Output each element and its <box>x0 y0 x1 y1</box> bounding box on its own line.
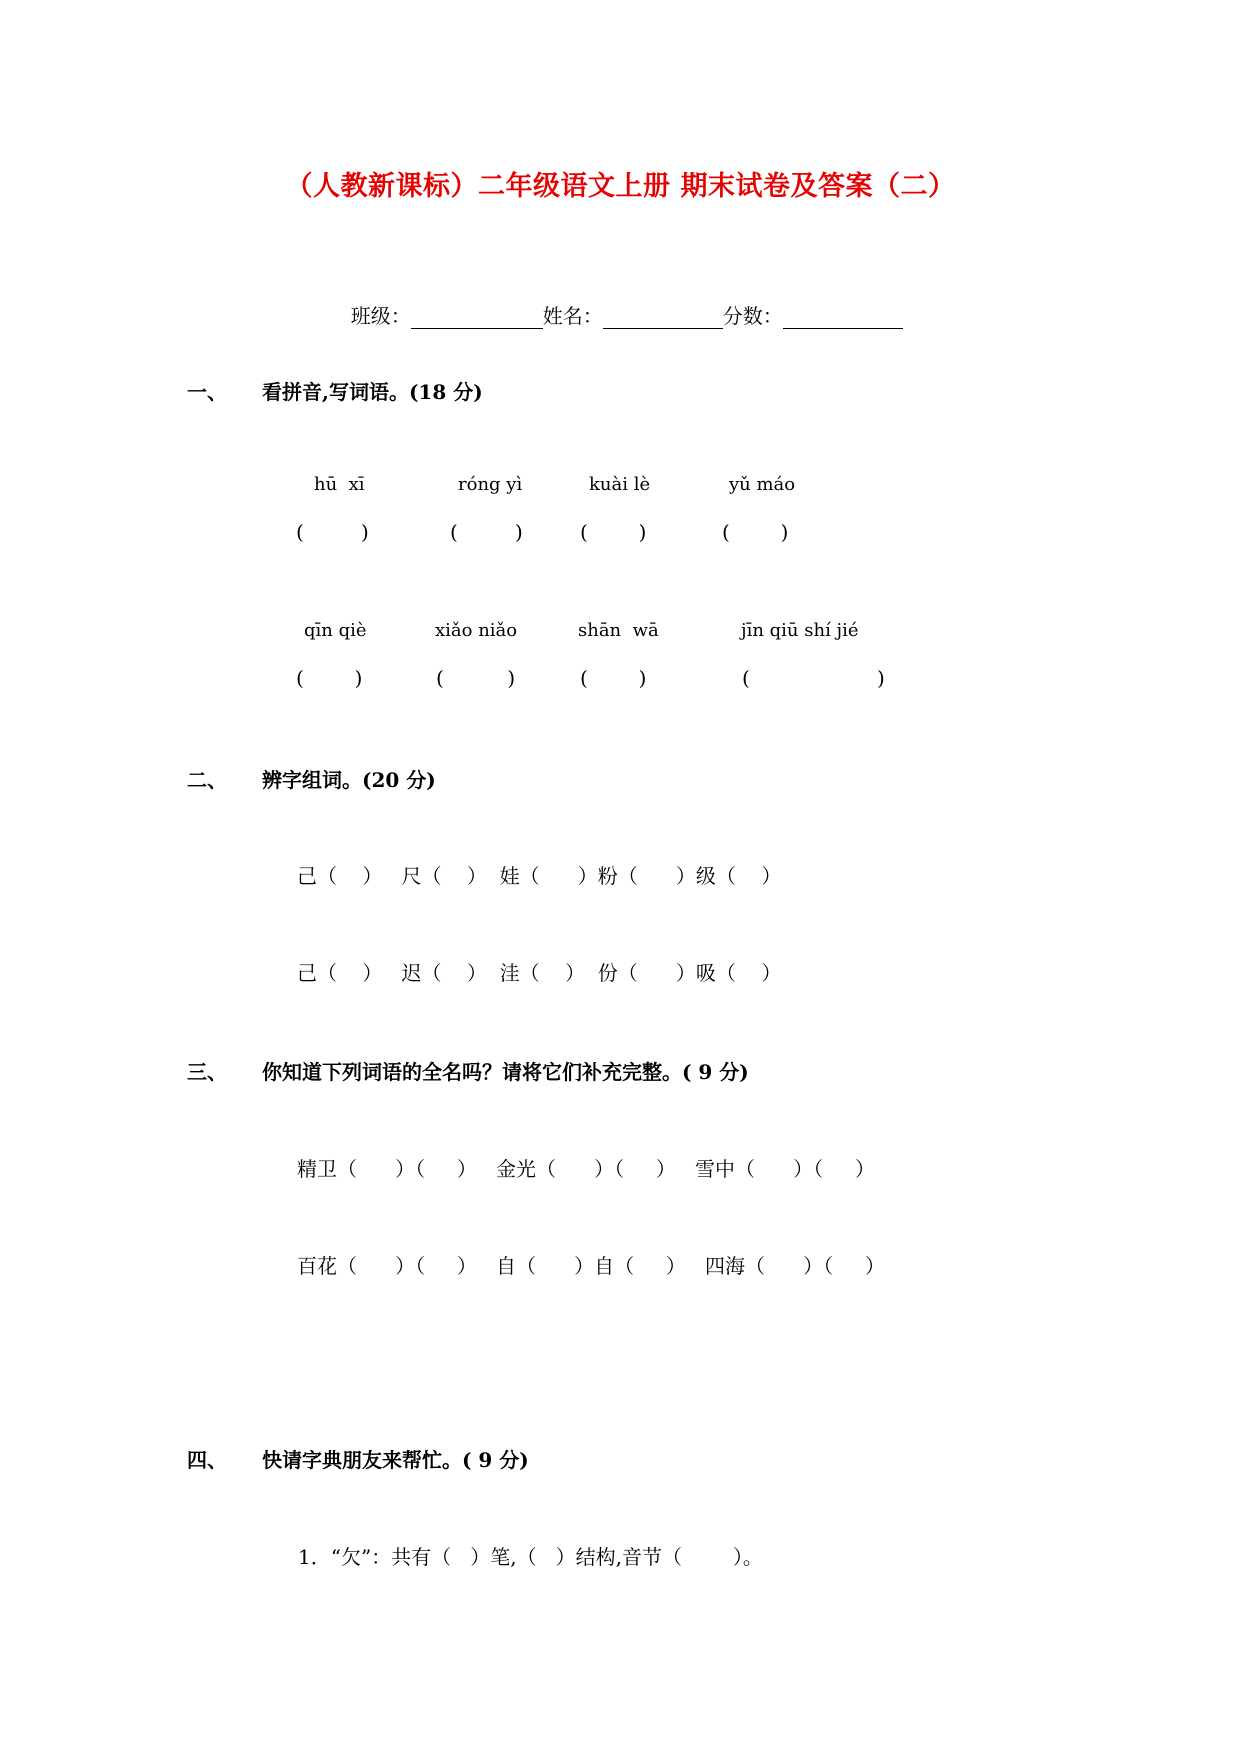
answer-paren-2-1: ( ) <box>296 666 363 690</box>
answer-paren-1-3: ( ) <box>580 520 647 544</box>
pinyin-2-2: xiǎo niǎo <box>435 620 518 641</box>
name-label: 姓名： <box>542 304 603 328</box>
answer-paren-1-2: ( ) <box>450 520 523 544</box>
answer-paren-1-1: ( ) <box>296 520 369 544</box>
name-blank <box>603 306 723 329</box>
answer-paren-2-3: ( ) <box>580 666 647 690</box>
student-info-line <box>338 276 903 329</box>
section-1-number: 一、 <box>187 380 227 404</box>
section-4-number: 四、 <box>187 1448 227 1472</box>
dictionary-question-1: 1．“欠”：共有（ ）笔,（ ）结构,音节（ ）。 <box>298 1545 763 1569</box>
pinyin-1-1: hū xī <box>314 474 365 495</box>
pinyin-1-2: róng yì <box>458 474 523 495</box>
word-group-row-2: 己（ ） 迟（ ） 洼（ ） 份（ ）吸（ ） <box>297 961 782 985</box>
class-label: 班级： <box>350 304 411 328</box>
section-2-number: 二、 <box>187 768 227 792</box>
section-1-title: 看拼音,写词语。(18 分) <box>262 380 483 404</box>
section-3-number: 三、 <box>187 1060 227 1084</box>
pinyin-1-4: yǔ máo <box>729 474 796 495</box>
section-3-title: 你知道下列词语的全名吗？请将它们补充完整。( 9 分) <box>262 1060 749 1084</box>
answer-paren-2-2: ( ) <box>436 666 516 690</box>
idiom-row-1: 精卫（ ）（ ） 金光（ ）（ ） 雪中（ ）（ ） <box>297 1157 875 1181</box>
section-2-title: 辨字组词。(20 分) <box>262 768 436 792</box>
pinyin-1-3: kuài lè <box>589 474 651 495</box>
answer-paren-1-4: ( ) <box>722 520 789 544</box>
score-label: 分数： <box>722 304 783 328</box>
pinyin-2-3: shān wā <box>578 620 659 641</box>
section-4-title: 快请字典朋友来帮忙。( 9 分) <box>262 1448 529 1472</box>
score-blank <box>783 306 903 329</box>
page-title: （人教新课标）二年级语文上册 期末试卷及答案（二） <box>285 171 956 202</box>
pinyin-2-1: qīn qiè <box>304 620 367 641</box>
class-blank <box>411 306 543 329</box>
answer-paren-2-4: ( ) <box>742 666 885 690</box>
word-group-row-1: 己（ ） 尺（ ） 娃（ ）粉（ ）级（ ） <box>297 864 782 888</box>
idiom-row-2: 百花（ ）（ ） 自（ ）自（ ） 四海（ ）（ ） <box>297 1254 885 1278</box>
pinyin-2-4: jīn qiū shí jié <box>741 620 859 641</box>
